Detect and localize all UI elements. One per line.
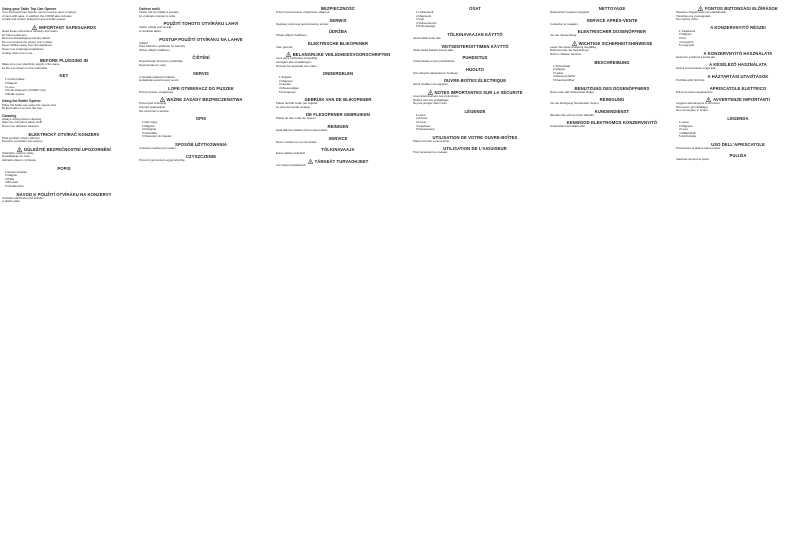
text-line: Před čištěním vytáhněte ze zásuvky. bbox=[139, 45, 186, 49]
text-line: 5 Apribottiglie bbox=[679, 135, 697, 139]
section-title: REINIGUNG bbox=[599, 97, 625, 103]
section-title: POPIS bbox=[57, 165, 71, 171]
text-line: Dompel het apparaat niet onder. bbox=[276, 64, 318, 68]
section-title: UTILISATION DE VOTRE OUVRE-BOÎTES bbox=[432, 134, 518, 140]
text-line: 3 Hebel bbox=[553, 71, 563, 75]
section-title: FONTOS BIZTONSÁGI ELŐÍRÁSOK bbox=[704, 6, 779, 11]
section-title: TÄRKEÄT TURVAOHJEET bbox=[314, 158, 369, 164]
section-title: WAŻNE ZASADY BEZPIECZEŃSTWA bbox=[166, 97, 243, 103]
section-title: UTILISATION DE L'AIGUISEUR bbox=[443, 146, 507, 152]
manual-section bbox=[413, 78, 537, 87]
text-line: 1 Řezací kolečko bbox=[5, 170, 28, 174]
section-title: ČIŠTĚNÍ bbox=[192, 55, 210, 61]
text-line: Umieścić puszkę pod nożem. bbox=[139, 147, 177, 151]
text-line: 5 Üvegnyitó bbox=[679, 44, 695, 48]
text-line: 5 Décapsuleur bbox=[416, 128, 435, 132]
manual-section bbox=[139, 7, 263, 18]
section-subtitle: Using your Table Top Can Opener bbox=[2, 7, 57, 11]
text-column-2 bbox=[139, 6, 263, 542]
section-title: SERVIS bbox=[193, 70, 209, 76]
text-line: 2 Magnet bbox=[5, 174, 18, 178]
text-line: Avant d'utiliser cet appareil bbox=[413, 83, 448, 87]
manual-section bbox=[2, 99, 126, 110]
text-line: 3 Leva bbox=[679, 128, 688, 132]
manual-section bbox=[550, 18, 674, 27]
text-line: 3 Levier bbox=[416, 120, 427, 124]
text-line: Non immergere in acqua. bbox=[676, 109, 709, 113]
manual-section bbox=[2, 192, 126, 204]
text-line: Neem contact op met de winkel. bbox=[276, 140, 318, 144]
manual-section bbox=[2, 166, 126, 189]
text-line: Dose unter das Schneidrad stellen. bbox=[550, 90, 595, 94]
section-title: BELANGRIJKE VEILIGHEIDSVOORSCHRIFTEN bbox=[292, 52, 391, 58]
text-line: en druk de hendel omlaag. bbox=[276, 105, 311, 109]
manual-section bbox=[276, 71, 400, 94]
section-title: KENWOOD ELEKTROMOS KONZERVNYITÓ bbox=[566, 120, 658, 126]
section-title: BESCHREIBUNG bbox=[594, 59, 630, 65]
text-line: 2 Magneet bbox=[279, 79, 293, 83]
text-line: Otřete vlhkým hadříkem. bbox=[276, 34, 308, 38]
text-line: Lue ohjeet huolellisesti. bbox=[276, 163, 307, 167]
manual-section bbox=[139, 142, 263, 151]
text-line: Nepoužívejte abrazivní prostředky. bbox=[139, 60, 184, 64]
section-title: SERWIS bbox=[329, 17, 347, 23]
text-column-5 bbox=[550, 6, 674, 542]
text-line: Ne merítse vízbe. bbox=[676, 18, 699, 22]
section-title: AVVERTENZE IMPORTANTI bbox=[713, 97, 770, 103]
manual-section bbox=[550, 120, 674, 129]
text-line: 4 Knife sharpener (CO600 only) bbox=[5, 89, 46, 93]
text-line: Wenden Sie sich an Ihren Händler. bbox=[550, 113, 595, 117]
text-line: Ne pas plonger dans l'eau. bbox=[413, 102, 448, 106]
manual-section bbox=[550, 60, 674, 83]
text-line: 3 Vipu bbox=[416, 18, 425, 22]
manual-section bbox=[550, 97, 674, 106]
manual-section bbox=[139, 97, 263, 113]
text-line: Do not immerse the power unit in water. bbox=[2, 40, 53, 44]
text-line: Otřete vlhkým hadříkem. bbox=[139, 48, 171, 52]
text-line: 5 Flaschenöffner bbox=[553, 78, 575, 82]
text-line: Tirez lentement le couteau. bbox=[413, 151, 448, 155]
section-title: TÖLKINAVAAJA bbox=[321, 147, 355, 153]
section-title: KUNDENDIENST bbox=[594, 108, 630, 114]
text-line: a stlačte páku. bbox=[2, 200, 21, 204]
manual-section bbox=[139, 86, 263, 95]
manual-section bbox=[676, 97, 800, 113]
text-line: 2 Magnete bbox=[679, 124, 693, 128]
text-line: Odstraňte veškeré obaly. bbox=[2, 151, 34, 155]
section-title: PUHDISTUS bbox=[462, 55, 488, 61]
text-line: Naprawy wykonuje autoryzowany serwis. bbox=[276, 22, 329, 26]
text-line: lift the bottle to remove the cap. bbox=[2, 107, 43, 111]
text-line: 3 Páka bbox=[5, 177, 14, 181]
text-line: Przed użyciem urządzenia bbox=[139, 90, 173, 94]
section-title: HUOLTO bbox=[466, 66, 484, 72]
text-line: Vložte nůž do drážky a pomalu bbox=[139, 11, 179, 15]
section-title: OSAT bbox=[469, 6, 481, 11]
text-line: as the one shown on the underside. bbox=[2, 66, 48, 70]
text-line: Place the bottle cap under the opener and bbox=[2, 103, 56, 107]
text-line: Retirez tous les emballages. bbox=[413, 98, 450, 102]
manual-section bbox=[676, 25, 800, 48]
section-title: A HÁZTARTÁSI UTASÍTÁSOK bbox=[707, 73, 769, 79]
section-title: ELEKTRISCHE BLIKOPENER bbox=[307, 40, 369, 46]
text-column-6 bbox=[676, 6, 800, 542]
manual-section bbox=[276, 29, 400, 38]
manual-section bbox=[676, 74, 800, 83]
text-line: 5 Otwieracz do butelek bbox=[142, 135, 172, 139]
section-title: SERVICE bbox=[328, 135, 348, 141]
text-line: 4 Ostrzałka bbox=[142, 131, 157, 135]
section-title: IMPORTANT SAFEGUARDS bbox=[38, 24, 97, 30]
manual-section bbox=[413, 146, 537, 155]
text-line: Vložte uzávěr pod otvírák bbox=[139, 26, 172, 30]
manual-section bbox=[276, 159, 400, 168]
text-line: Távolítsa el a csomagolást. bbox=[676, 14, 712, 18]
manual-section bbox=[2, 58, 126, 70]
section-title: NÁVOD K POUŽITÍ OTVÍRÁKU NA KONZERVY bbox=[16, 191, 112, 197]
manual-section bbox=[550, 41, 674, 57]
manual-section bbox=[139, 21, 263, 33]
manual-section bbox=[676, 51, 800, 60]
section-title: GEBRUIK VAN DE BLIKOPENER bbox=[304, 97, 372, 103]
text-line: Posizionare la lattina sotto la lama. bbox=[676, 146, 721, 150]
text-line: Staccare sempre la spina. bbox=[676, 158, 710, 162]
text-line: 1 Lame bbox=[416, 113, 426, 117]
text-line: 5 Flesopener bbox=[279, 90, 296, 94]
text-line: Lisez attentivement ces instructions. bbox=[413, 94, 460, 98]
text-line: 2 Mágnes bbox=[679, 33, 692, 37]
section-title: KEY bbox=[59, 73, 69, 79]
manual-section bbox=[413, 109, 537, 132]
section-subtitle: Cleaning bbox=[2, 113, 17, 118]
text-line: 3 Lever bbox=[5, 85, 15, 89]
text-line: Plaats het blik onder het snijwiel bbox=[276, 102, 318, 106]
manual-section bbox=[2, 132, 126, 144]
manual-section bbox=[550, 29, 674, 38]
text-line: 2 Magnet bbox=[5, 81, 18, 85]
text-line: 5 Bottle opener bbox=[5, 92, 25, 96]
manual-section bbox=[276, 124, 400, 133]
manual-section bbox=[276, 52, 400, 68]
text-line: Ota yhteyttä valtuutettuun huoltoon. bbox=[413, 71, 459, 75]
text-line: 3 Hendel bbox=[279, 83, 291, 87]
text-line: Usunąć opakowanie. bbox=[139, 105, 166, 109]
warning-triangle-icon bbox=[308, 159, 313, 164]
text-line: 1 Lama bbox=[679, 120, 689, 124]
text-column-3 bbox=[276, 6, 400, 542]
text-line: Verwijder alle verpakkingen. bbox=[276, 60, 312, 64]
manual-section bbox=[139, 116, 263, 139]
text-line: Vor der Verwendung bbox=[550, 34, 577, 38]
text-line: Unplug when not in use. bbox=[2, 51, 34, 55]
text-line: Vor der Reinigung Netzstecker ziehen. bbox=[550, 102, 600, 106]
text-line: Plaats de dop onder de opener. bbox=[276, 117, 317, 121]
section-title: OPIS bbox=[195, 116, 207, 122]
manual-section bbox=[676, 62, 800, 71]
manual-section bbox=[2, 114, 126, 129]
manual-section bbox=[413, 32, 537, 41]
section-title: PULIZIA bbox=[729, 153, 747, 159]
manual-section bbox=[2, 73, 126, 96]
text-line: Placez la boîte sous la lame. bbox=[413, 139, 450, 143]
text-line: 4 Veitsenteroitin bbox=[416, 21, 437, 25]
text-line: 1 Cutting blade bbox=[5, 78, 25, 82]
text-line: 1 Leikkuuterä bbox=[416, 11, 434, 14]
text-line: Zabraňte dětem v přístupu. bbox=[2, 159, 37, 163]
section-title: VEITSENTEROITTIMEN KÄYTTÖ bbox=[441, 43, 509, 49]
manual-section bbox=[139, 71, 263, 83]
manual-section bbox=[276, 147, 400, 156]
manual-section bbox=[413, 90, 537, 106]
manual-section bbox=[276, 136, 400, 145]
text-line: 2 Aimant bbox=[416, 117, 428, 121]
manual-section bbox=[276, 41, 400, 50]
text-line: kontaktujte autorizovaný servis. bbox=[139, 79, 180, 83]
text-line: Irrota pistoke ennen puhdistusta. bbox=[413, 60, 455, 64]
section-title: SPOSÓB UŻYTKOWANIA bbox=[174, 142, 228, 148]
manual-section bbox=[676, 142, 800, 151]
text-line: 2 Magnes bbox=[142, 124, 155, 128]
text-line: 5 Pullonavaaja bbox=[416, 25, 435, 29]
text-line: Umístěte plechovku pod kolečko bbox=[2, 196, 44, 200]
section-title: POUŽITÍ TOHOTO OTVÍRÁKU LAHVÍ bbox=[163, 21, 239, 27]
text-line: Vedä veistä hitaasti itseesi päin. bbox=[413, 48, 454, 52]
manual-section bbox=[2, 25, 126, 55]
manual-section bbox=[676, 116, 800, 139]
section-title: ÚDRŽBA bbox=[328, 29, 348, 35]
text-line: Przed czyszczeniem wyjąć wtyczkę. bbox=[139, 158, 186, 162]
section-title: WICHTIGE SICHERHEITSHINWEISE bbox=[578, 40, 653, 46]
text-line: Rimuovere gli imballaggi. bbox=[676, 105, 709, 109]
section-title: DE FLESOPENER GEBRUIKEN bbox=[306, 112, 370, 118]
text-line: Nie zanurzać w wodzie. bbox=[139, 109, 170, 113]
text-line: Pozorně si přečtěte tyto pokyny. bbox=[2, 140, 43, 144]
text-line: 3 Kar bbox=[679, 36, 686, 40]
text-line: 2 Magnet bbox=[553, 68, 566, 72]
text-line: Remove all packaging and any labels. bbox=[2, 37, 51, 41]
text-line: 4 Késélező bbox=[679, 40, 694, 44]
section-title: USO DELL'APRISCATOLE bbox=[711, 141, 765, 147]
section-title: BENUTZUNG DES DOSENÖFFNERS bbox=[574, 85, 650, 91]
text-line: Lees deze instructies zorgvuldig. bbox=[276, 57, 318, 61]
section-title: A KONZERVNYITÓ HASZNÁLATA bbox=[703, 50, 773, 56]
text-line: 4 Brousek bbox=[5, 181, 19, 185]
section-title: POSTUP POUŽITÍ OTVÍRÁKU NA LAHVE bbox=[159, 36, 243, 42]
text-line: 4 Affilacoltelli bbox=[679, 131, 696, 135]
section-title: APRISCATOLE ELETTRICO bbox=[709, 85, 767, 91]
text-line: Helyezze a dobozt a kerék alá. bbox=[676, 55, 716, 59]
section-title: OUVRE-BOÎTES ÉLECTRIQUE bbox=[443, 78, 507, 84]
text-line: 5 Otvírák lahví bbox=[5, 185, 24, 189]
text-line: Haal altijd de stekker uit het stopcontact. bbox=[276, 128, 328, 132]
text-line: 1 Schneidrad bbox=[553, 64, 571, 68]
text-line: V případě poškození kabelu bbox=[139, 75, 175, 79]
section-title: BEFORE PLUGGING IN bbox=[39, 58, 89, 64]
text-line: Nepokládejte do vody. bbox=[2, 155, 31, 159]
text-column-1 bbox=[2, 6, 126, 542]
text-line: Never use a damaged appliance. bbox=[2, 47, 45, 51]
text-column-4 bbox=[413, 6, 537, 542]
section-title: A KÉSÉLEZŐ HASZNÁLATA bbox=[709, 62, 767, 68]
section-title: A KONZERVNYITÓ RÉSZEI bbox=[710, 24, 766, 30]
text-line: Vóór gebruik bbox=[276, 45, 293, 49]
text-line: Neponořujte do vody. bbox=[139, 63, 167, 67]
text-line: Tisztítás előtt húzza ki. bbox=[676, 78, 706, 82]
section-title: LOPE OTWIERACZ DO PUSZEK bbox=[168, 85, 234, 91]
text-line: 1 Snijwiel bbox=[279, 76, 292, 80]
text-line: A készülék használata előtt bbox=[550, 125, 585, 129]
text-line: Ennen laitteen käyttöä bbox=[276, 152, 305, 156]
text-line: Prima di usare l'apparecchio bbox=[676, 90, 713, 94]
text-line: a zvedněte láhev. bbox=[139, 29, 162, 33]
section-title: ELEKTRICKÝ OTVÍRAČ KONZERV bbox=[28, 131, 100, 137]
text-line: Contactez le magasin. bbox=[550, 22, 579, 26]
text-line: Never use abrasive cleaners. bbox=[2, 125, 40, 129]
manual-section bbox=[413, 44, 537, 53]
text-line: Always unplug before cleaning. bbox=[2, 117, 43, 121]
section-title: REINIGEN bbox=[327, 123, 349, 129]
section-title: LÉGENDE bbox=[464, 108, 486, 114]
text-line: 1 Vágókerék bbox=[679, 29, 696, 33]
section-title: TÖLKINAVAAJAN KÄYTTÖ bbox=[447, 31, 503, 37]
manual-section bbox=[2, 147, 126, 163]
section-title: ONDERDELEN bbox=[322, 71, 354, 77]
text-line: Nicht in Wasser tauchen. bbox=[550, 52, 583, 56]
manual-section bbox=[676, 153, 800, 162]
section-subtitle: Using the Bottle Opener bbox=[2, 99, 41, 104]
text-line: Wipe the unit with a damp cloth. bbox=[2, 121, 43, 125]
text-line: Przeczytać instrukcję. bbox=[139, 102, 167, 106]
manual-section bbox=[413, 55, 537, 64]
text-line: Make sure your electricity supply is the same bbox=[2, 63, 60, 67]
text-line: of cans with ease. In addition the CO600 also includes bbox=[2, 14, 72, 18]
text-line: for future reference. bbox=[2, 33, 28, 37]
manual-section bbox=[276, 6, 400, 15]
section-title: LEGENDA bbox=[727, 115, 749, 121]
manual-section bbox=[550, 6, 674, 15]
text-line: 4 Aiguiseur bbox=[416, 124, 431, 128]
section-title: NOTES IMPORTANTES SUR LA SÉCURITÉ bbox=[434, 89, 523, 95]
text-line: Čištění bbox=[139, 41, 148, 45]
text-line: Débranchez toujours l'appareil. bbox=[550, 11, 590, 14]
text-line: Read these instructions carefully and retain bbox=[2, 29, 58, 33]
manual-section bbox=[676, 86, 800, 95]
section-subtitle: Ostření nožů bbox=[139, 7, 160, 11]
manual-section bbox=[139, 55, 263, 67]
manual-section bbox=[276, 97, 400, 109]
text-line: Your Kenwood Can Opener can be used to open a variety bbox=[2, 11, 76, 15]
manual-section bbox=[550, 86, 674, 95]
manual-section bbox=[276, 112, 400, 121]
text-line: 4 Messerschärfer bbox=[553, 75, 576, 79]
manual-section bbox=[2, 7, 126, 22]
text-line: Entfernen Sie die Verpackung. bbox=[550, 49, 590, 53]
manual-section bbox=[413, 6, 537, 29]
text-line: Aseta tölkki terän alle. bbox=[413, 36, 442, 40]
section-title: ELEKTRISCHER DOSENÖFFNER bbox=[577, 29, 647, 35]
text-line: 1 Nóż tnący bbox=[142, 121, 158, 125]
section-title: CZYSZCZENIE bbox=[185, 153, 217, 159]
manual-section bbox=[139, 154, 263, 163]
manual-section bbox=[413, 135, 537, 144]
manual-section bbox=[413, 67, 537, 76]
section-title: DŮLEŽITÉ BEZPEČNOSTNÍ UPOZORNĚNÍ bbox=[24, 146, 111, 152]
text-line: Olvassa el figyelmesen az utasításokat. bbox=[676, 11, 727, 14]
text-line: ho vytahujte směrem k sobě. bbox=[139, 14, 176, 18]
manual-section bbox=[139, 37, 263, 53]
text-line: Przed czyszczeniem urządzenie odłączyć. bbox=[276, 11, 331, 14]
section-title: BEZPIECZNOŚĆ bbox=[320, 6, 355, 11]
manual-section bbox=[676, 6, 800, 22]
text-line: Leggere attentamente le istruzioni. bbox=[676, 102, 721, 106]
text-line: Húzza a kést lassan maga felé. bbox=[676, 67, 717, 71]
section-title: NETTOYAGE bbox=[598, 6, 626, 11]
text-line: Keep children away from the appliance. bbox=[2, 44, 53, 48]
text-line: 2 Magneetti bbox=[416, 14, 432, 18]
text-line: 3 Dźwignia bbox=[142, 128, 157, 132]
text-line: Před použitím tohoto zařízení bbox=[2, 136, 40, 140]
text-line: Lesen Sie diese Anleitung sorgfältig. bbox=[550, 45, 597, 49]
text-line: a knife and scissor sharpener and a bottle opener. bbox=[2, 18, 67, 22]
manual-section bbox=[550, 109, 674, 118]
section-title: SERVICE APRÈS-VENTE bbox=[586, 17, 638, 23]
text-line: 4 Messenslijper bbox=[279, 86, 300, 90]
manual-section bbox=[276, 18, 400, 27]
